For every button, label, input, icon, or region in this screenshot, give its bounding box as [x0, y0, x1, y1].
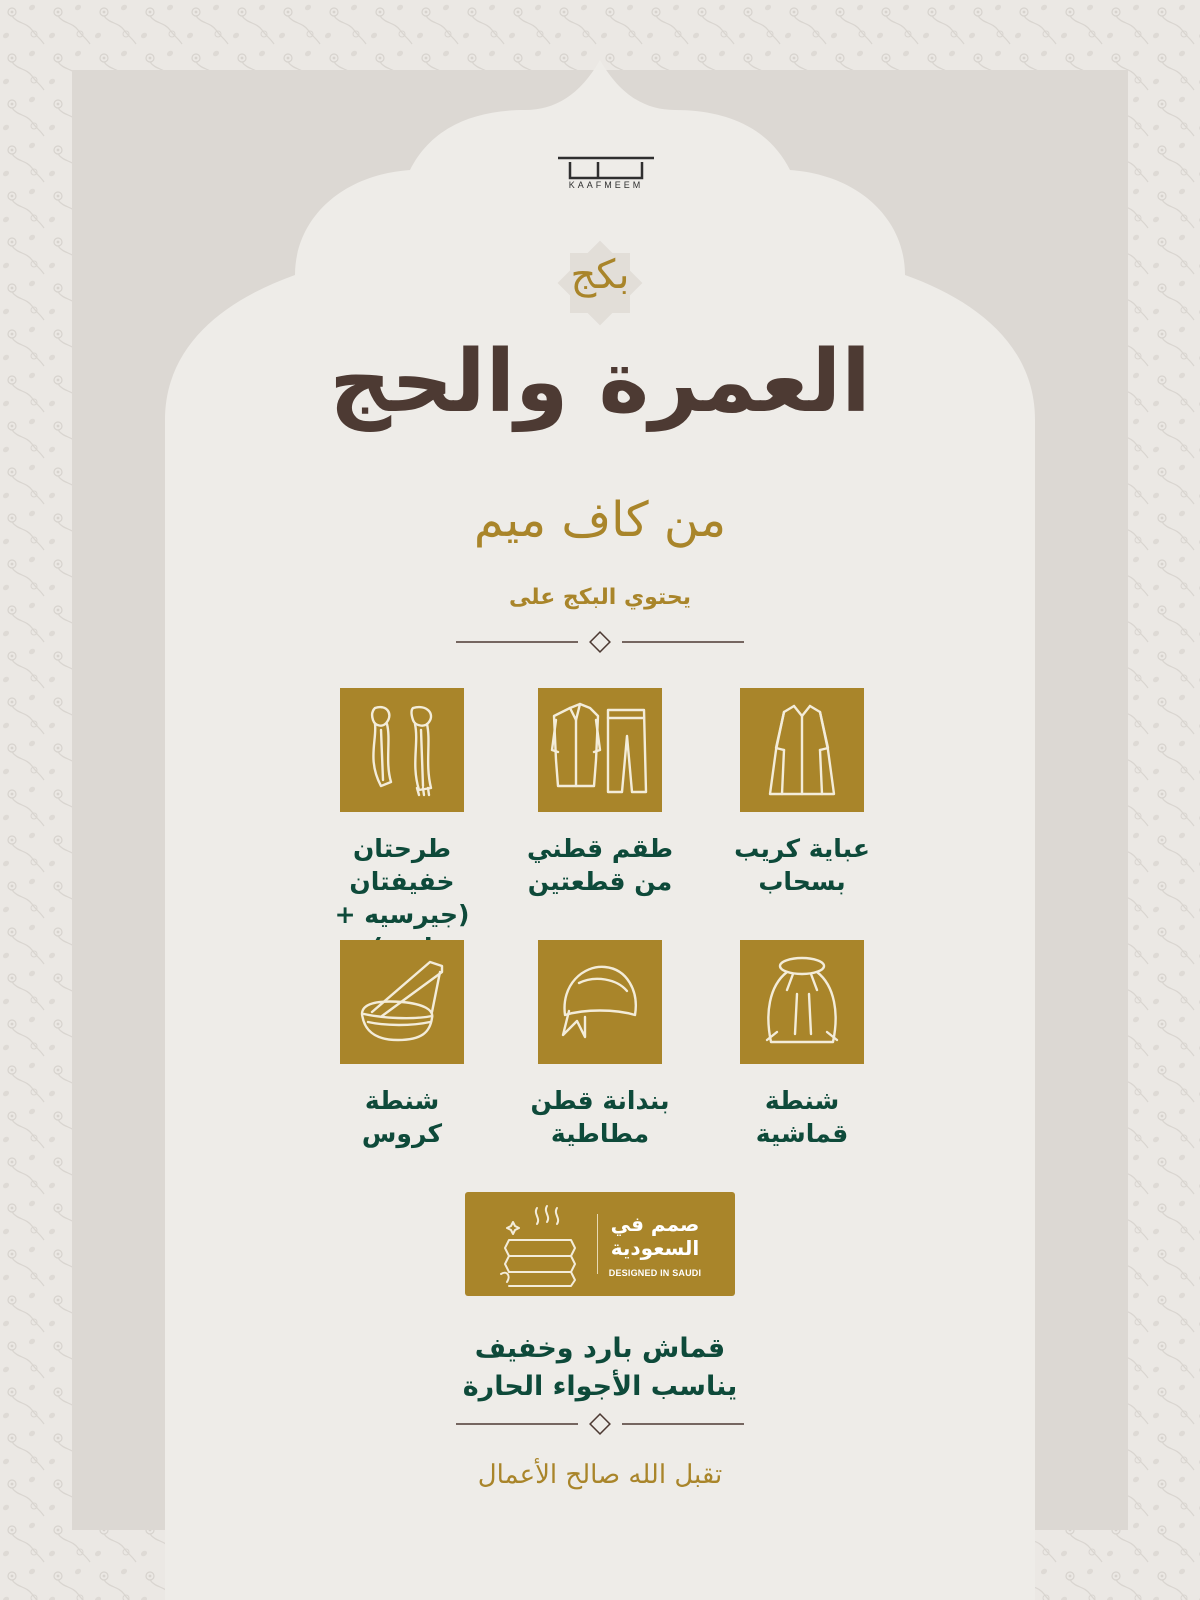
ornament-divider: [456, 1412, 744, 1436]
fabric-note: قماش بارد وخفيف يناسب الأجواء الحارة: [462, 1333, 738, 1402]
item-label: طقم قطني من قطعتين: [526, 834, 674, 896]
drawstring-bag-icon: [757, 954, 847, 1050]
item-label: عباية كريب بسحاب: [734, 834, 870, 896]
scarves-icon: [357, 700, 447, 800]
package-item-cotton-set: [500, 688, 700, 898]
closing-blessing: تقبل الله صالح الأعمال: [477, 1460, 723, 1490]
package-item-crossbody-bag: [302, 940, 502, 1150]
item-tile: [340, 688, 464, 812]
item-tile: [538, 940, 662, 1064]
package-item-scarves: [302, 688, 502, 964]
ornament-divider: [456, 630, 744, 654]
crossbody-bag-icon: [352, 952, 452, 1052]
page-title: العمرة والحج: [329, 332, 871, 432]
brand-subtitle: من كاف ميم: [473, 492, 727, 548]
badge-text-en: DESIGNED IN SAUDI: [608, 1268, 702, 1278]
item-tile: [740, 688, 864, 812]
package-item-abaya: [702, 688, 902, 898]
shirt-pants-icon: [550, 700, 650, 800]
item-label: شنطة قماشية: [755, 1086, 849, 1148]
item-label: بندانة قطن مطاطية: [530, 1086, 670, 1148]
item-tile: [740, 940, 864, 1064]
contains-heading: يحتوي البكج على: [508, 585, 692, 610]
item-tile: [538, 688, 662, 812]
badge-text-ar-line1: صمم في: [610, 1212, 700, 1236]
folded-fabric-icon: [487, 1200, 583, 1290]
pack-label: بكج: [570, 252, 630, 298]
bandana-icon: [555, 957, 645, 1047]
badge-text-ar-line2: السعودية: [610, 1236, 700, 1260]
item-tile: [340, 940, 464, 1064]
item-label: طرحتان خفيفتان (جيرسيه +: [334, 834, 470, 929]
item-label: شنطة كروس: [361, 1086, 443, 1148]
designed-in-saudi-badge: [465, 1192, 735, 1296]
package-item-bandana: [500, 940, 700, 1150]
abaya-icon: [760, 700, 844, 800]
package-item-drawstring-bag: [702, 940, 902, 1150]
logo-wordmark: KAAFMEEM: [568, 180, 644, 190]
